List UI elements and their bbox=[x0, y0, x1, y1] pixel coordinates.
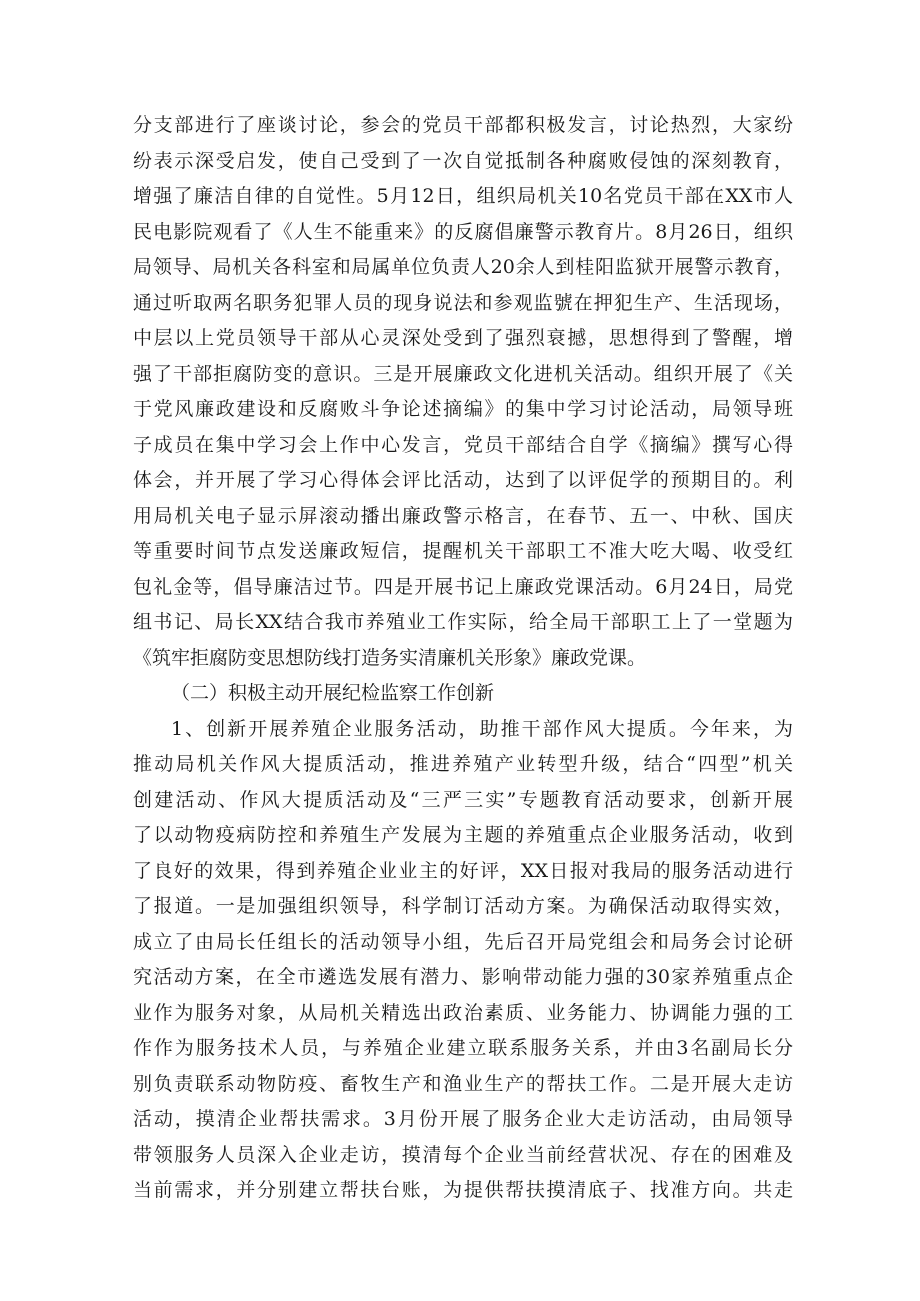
text-line: 用局机关电子显示屏滚动播出廉政警示格言，在春节、五一、中秋、国庆 bbox=[133, 504, 793, 527]
text-line: 业作为服务对象，从局机关精选出政治素质、业务能力、协调能力强的工 bbox=[133, 1001, 793, 1024]
text-line: 组书记、局长XX结合我市养殖业工作实际，给全局干部职工上了一堂题为 bbox=[133, 611, 793, 633]
text-line: 等重要时间节点发送廉政短信，提醒机关干部职工不准大吃大喝、收受红 bbox=[133, 540, 793, 562]
text-line: 究活动方案，在全市遴选发展有潜力、影响带动能力强的30家养殖重点企 bbox=[133, 966, 793, 988]
text-line: 局领导、局机关各科室和局属单位负责人20余人到桂阳监狱开展警示教育， bbox=[133, 256, 793, 278]
text-line: 1、创新开展养殖企业服务活动，助推干部作风大提质。今年来，为 bbox=[171, 717, 793, 740]
text-line: 增强了廉洁自律的自觉性。5月12日，组织局机关10名党员干部在XX市人 bbox=[133, 185, 793, 207]
text-line: 通过听取两名职务犯罪人员的现身说法和参观监號在押犯生产、生活现场， bbox=[133, 291, 793, 314]
document-page bbox=[133, 108, 793, 1209]
text-line: 成立了由局长任组长的活动领导小组，先后召开局党组会和局务会讨论研 bbox=[133, 930, 793, 953]
text-line: 纷表示深受启发，使自己受到了一次自觉抵制各种腐败侵蚀的深刻教育， bbox=[133, 149, 793, 172]
text-line: 子成员在集中学习会上作中心发言，党员干部结合自学《摘编》撰写心得 bbox=[133, 433, 793, 456]
text-line: 了报道。一是加强组织领导，科学制订活动方案。为确保活动取得实效， bbox=[133, 895, 793, 917]
text-line: 了良好的效果，得到养殖企业业主的好评，XX日报对我局的服务活动进行 bbox=[133, 859, 793, 882]
text-line: 带领服务人员深入企业走访，摸清每个企业当前经营状况、存在的困难及 bbox=[133, 1143, 793, 1166]
text-line: 包礼金等，倡导廉洁过节。四是开展书记上廉政党课活动。6月24日，局党 bbox=[133, 575, 793, 598]
text-line: 作作为服务技术人员，与养殖企业建立联系服务关系，并由3名副局长分 bbox=[133, 1037, 793, 1059]
text-line: 当前需求，并分别建立帮扶台账，为提供帮扶摸清底子、找准方向。共走 bbox=[133, 1179, 793, 1201]
text-line: 活动，摸清企业帮扶需求。3月份开展了服务企业大走访活动，由局领导 bbox=[133, 1108, 793, 1130]
text-line: 民电影院观看了《人生不能重来》的反腐倡廉警示教育片。8月26日，组织 bbox=[133, 220, 793, 243]
text-line: 《筑牢拒腐防变思想防线打造务实清廉机关形象》廉政党课。 bbox=[133, 646, 647, 669]
text-line: 创建活动、作风大提质活动及“三严三实”专题教育活动要求，创新开展 bbox=[133, 788, 793, 811]
text-line: 分支部进行了座谈讨论，参会的党员干部都积极发言，讨论热烈，大家纷 bbox=[133, 114, 793, 136]
text-line: 别负责联系动物防疫、畜牧生产和渔业生产的帮扶工作。二是开展大走访 bbox=[133, 1072, 793, 1095]
text-line: 体会，并开展了学习心得体会评比活动，达到了以评促学的预期目的。利 bbox=[133, 469, 793, 491]
section-heading: （二）积极主动开展纪检监察工作创新 bbox=[171, 682, 495, 704]
text-line: 强了干部拒腐防变的意识。三是开展廉政文化进机关活动。组织开展了《关 bbox=[133, 362, 793, 385]
text-line: 了以动物疫病防控和养殖生产发展为主题的养殖重点企业服务活动，收到 bbox=[133, 824, 793, 846]
text-line: 推动局机关作风大提质活动，推进养殖产业转型升级，结合“四型”机关 bbox=[133, 753, 793, 775]
text-line: 于党风廉政建设和反腐败斗争论述摘编》的集中学习讨论活动，局领导班 bbox=[133, 398, 793, 420]
text-line: 中层以上党员领导干部从心灵深处受到了强烈衰撼，思想得到了警醒，增 bbox=[133, 327, 793, 349]
